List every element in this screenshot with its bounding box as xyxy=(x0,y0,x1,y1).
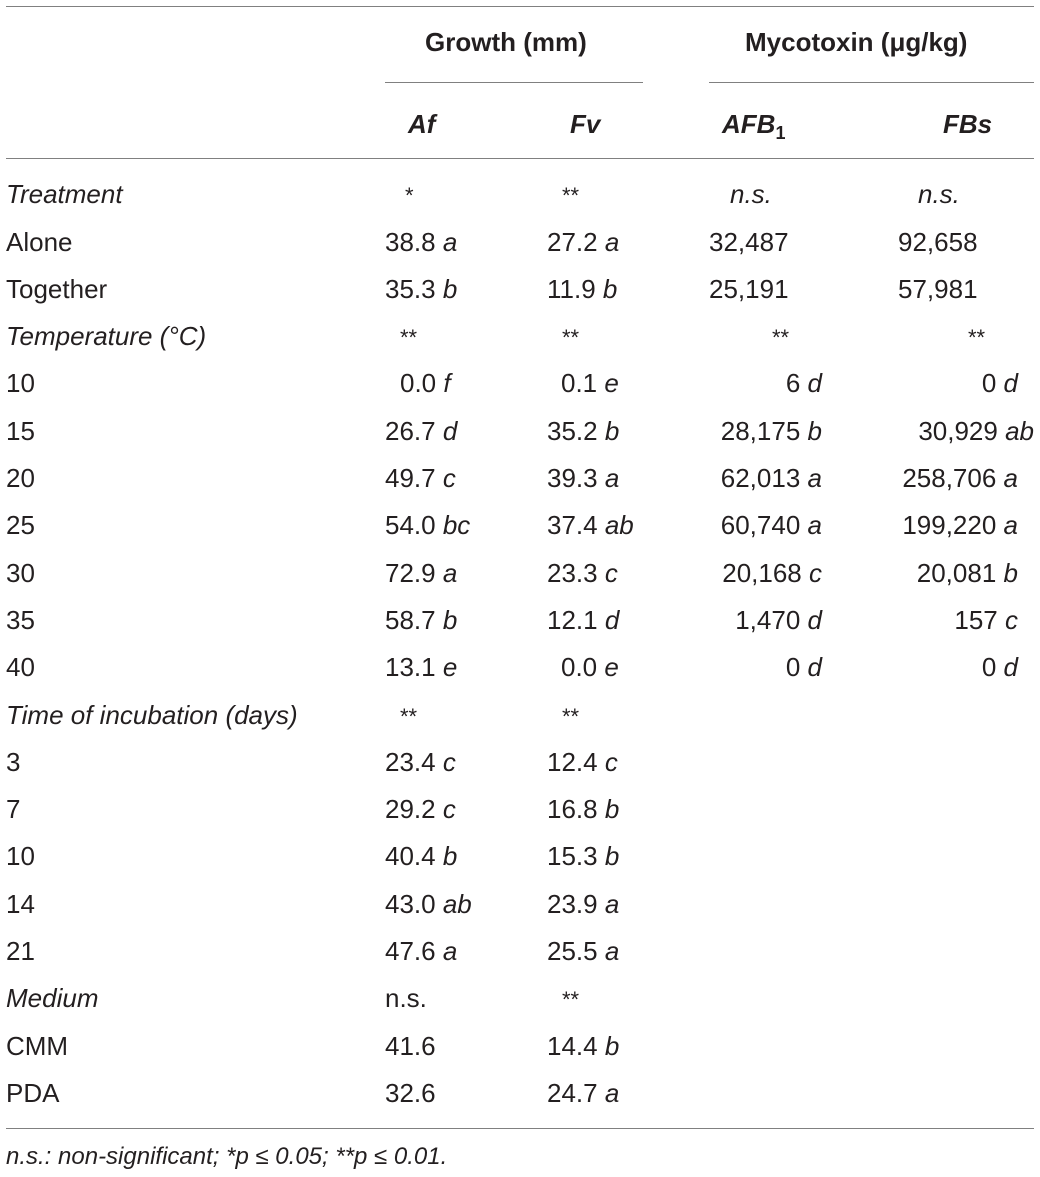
afb-cell xyxy=(721,463,822,493)
fbs-value: 92,658 xyxy=(898,227,978,257)
af-cell xyxy=(405,179,414,211)
afb-cell xyxy=(730,179,772,209)
fbs-cell xyxy=(917,558,1018,588)
af-letter: c xyxy=(442,794,456,824)
af-value: 58.7 xyxy=(385,605,436,635)
fv-letter: c xyxy=(604,747,618,777)
af-cell xyxy=(385,983,427,1013)
afb-value: 6 xyxy=(785,368,801,398)
af-cell xyxy=(385,747,456,777)
fv-cell xyxy=(562,321,579,353)
afb-value: 0 xyxy=(785,652,801,682)
fv-letter: e xyxy=(604,652,619,682)
fv-cell xyxy=(561,368,619,398)
af-cell xyxy=(385,652,457,682)
fbs-value: 258,706 xyxy=(902,463,997,493)
fv-cell xyxy=(547,841,619,871)
fbs-letter: ab xyxy=(1005,416,1034,446)
fbs-letter: b xyxy=(1003,558,1018,588)
header-af: Af xyxy=(408,109,436,139)
af-letter: c xyxy=(442,747,456,777)
fv-letter: c xyxy=(604,558,618,588)
afb-value: 60,740 xyxy=(720,510,801,540)
fv-cell xyxy=(547,747,618,777)
fv-value: 14.4 xyxy=(547,1031,598,1061)
afb-value: 32,487 xyxy=(709,227,789,257)
af-cell xyxy=(385,274,457,304)
fv-letter: a xyxy=(604,227,620,257)
fv-value: ** xyxy=(562,704,580,729)
afb-cell xyxy=(786,368,822,398)
af-letter: d xyxy=(442,416,458,446)
afb-value: n.s. xyxy=(730,179,772,209)
afb-letter: b xyxy=(807,416,822,446)
fv-value: 12.4 xyxy=(547,747,598,777)
af-letter: a xyxy=(442,936,458,966)
af-value: 41.6 xyxy=(385,1031,436,1061)
af-letter: b xyxy=(442,274,458,304)
afb-letter: d xyxy=(807,368,822,398)
fbs-letter: c xyxy=(1005,605,1018,635)
fbs-value: n.s. xyxy=(918,179,960,209)
af-letter: e xyxy=(442,652,458,682)
fv-value: 15.3 xyxy=(547,841,598,871)
fv-value: 12.1 xyxy=(547,605,598,635)
af-value: 29.2 xyxy=(385,794,436,824)
fv-cell xyxy=(547,936,619,966)
fv-value: 27.2 xyxy=(547,227,598,257)
af-value: 35.3 xyxy=(385,274,436,304)
af-letter: b xyxy=(442,841,458,871)
af-cell xyxy=(400,368,451,398)
fbs-cell xyxy=(982,368,1018,398)
row-label: 15 xyxy=(6,416,35,446)
afb-cell xyxy=(722,558,822,588)
header-mycotoxin: Mycotoxin (μg/kg) xyxy=(745,27,968,57)
af-value: * xyxy=(405,183,414,208)
fv-cell xyxy=(547,794,619,824)
header-bottom-rule xyxy=(6,158,1034,159)
row-label: 20 xyxy=(6,463,35,493)
fbs-cell xyxy=(902,463,1018,493)
fv-cell xyxy=(547,416,619,446)
afb-value: 20,168 xyxy=(722,558,802,588)
row-label: 25 xyxy=(6,510,35,540)
fbs-cell xyxy=(918,416,1034,446)
table-top-rule xyxy=(6,6,1034,7)
row-label: 40 xyxy=(6,652,35,682)
afb-cell xyxy=(721,416,822,446)
fv-letter: ab xyxy=(604,510,634,540)
fv-cell xyxy=(547,1031,619,1061)
fv-value: ** xyxy=(562,987,580,1012)
af-cell xyxy=(385,841,457,871)
row-label: Time of incubation (days) xyxy=(6,700,298,730)
af-value: 32.6 xyxy=(385,1078,436,1108)
af-letter: b xyxy=(442,605,458,635)
af-value: 0.0 xyxy=(400,368,437,398)
af-value: n.s. xyxy=(385,983,427,1013)
fbs-cell xyxy=(918,179,960,209)
row-label: 3 xyxy=(6,747,21,777)
row-label: Together xyxy=(6,274,108,304)
af-value: 40.4 xyxy=(385,841,436,871)
af-cell xyxy=(385,558,457,588)
afb-letter: a xyxy=(807,510,822,540)
header-fbs: FBs xyxy=(943,109,993,139)
row-label: Medium xyxy=(6,983,99,1013)
af-cell xyxy=(400,321,417,353)
fv-value: 39.3 xyxy=(547,463,598,493)
fv-letter: b xyxy=(602,274,618,304)
fbs-value: 0 xyxy=(981,368,997,398)
af-cell xyxy=(385,227,457,257)
header-afb-base: AFB xyxy=(722,109,776,139)
afb-value: ** xyxy=(772,325,790,350)
fv-cell xyxy=(547,1078,619,1108)
fbs-letter: a xyxy=(1003,510,1018,540)
fbs-value: 57,981 xyxy=(898,274,978,304)
row-label: Treatment xyxy=(6,179,123,209)
af-letter: a xyxy=(442,227,458,257)
fbs-value: ** xyxy=(968,325,986,350)
fv-cell xyxy=(547,889,619,919)
af-letter: ab xyxy=(442,889,472,919)
fv-letter: a xyxy=(604,1078,620,1108)
fv-value: ** xyxy=(562,325,580,350)
af-cell xyxy=(385,936,457,966)
fv-letter: a xyxy=(604,463,620,493)
header-afb-sub: 1 xyxy=(775,123,786,144)
fv-cell xyxy=(561,652,619,682)
fv-value: 11.9 xyxy=(547,274,596,304)
fbs-value: 30,929 xyxy=(918,416,998,446)
table-bottom-rule xyxy=(6,1128,1034,1129)
fbs-cell xyxy=(898,274,978,304)
fv-value: 23.9 xyxy=(547,889,598,919)
row-label: 7 xyxy=(6,794,21,824)
af-letter: c xyxy=(442,463,456,493)
fbs-cell xyxy=(902,510,1018,540)
row-label: 30 xyxy=(6,558,35,588)
fv-value: 23.3 xyxy=(547,558,598,588)
af-value: 49.7 xyxy=(385,463,436,493)
row-label: PDA xyxy=(6,1078,60,1108)
fbs-letter: d xyxy=(1003,652,1018,682)
row-label: CMM xyxy=(6,1031,69,1061)
fbs-cell xyxy=(898,227,978,257)
fv-cell xyxy=(562,179,579,211)
af-value: ** xyxy=(400,704,418,729)
fbs-letter: d xyxy=(1003,368,1018,398)
fv-value: 25.5 xyxy=(547,936,598,966)
fv-letter: b xyxy=(604,1031,620,1061)
af-value: 13.1 xyxy=(385,652,436,682)
afb-cell xyxy=(709,227,789,257)
af-value: 23.4 xyxy=(385,747,436,777)
fv-cell xyxy=(562,983,579,1015)
afb-letter: d xyxy=(807,652,822,682)
af-letter: a xyxy=(442,558,458,588)
row-label: 35 xyxy=(6,605,35,635)
fv-value: 16.8 xyxy=(547,794,598,824)
fv-cell xyxy=(547,558,618,588)
footnote: n.s.: non-significant; *p ≤ 0.05; **p ≤ 0.01. xyxy=(6,1143,448,1170)
fv-letter: a xyxy=(604,936,620,966)
af-letter: bc xyxy=(442,510,471,540)
afb-value: 62,013 xyxy=(720,463,801,493)
fv-letter: b xyxy=(604,841,620,871)
af-value: 43.0 xyxy=(385,889,436,919)
af-value: 26.7 xyxy=(385,416,436,446)
fbs-cell xyxy=(982,652,1018,682)
afb-cell xyxy=(772,321,789,353)
afb-cell xyxy=(735,605,822,635)
afb-cell xyxy=(786,652,822,682)
fv-cell xyxy=(547,510,634,540)
af-value: 54.0 xyxy=(385,510,436,540)
af-cell xyxy=(385,889,472,919)
fv-value: 37.4 xyxy=(547,510,598,540)
fbs-letter: a xyxy=(1003,463,1018,493)
afb-value: 28,175 xyxy=(720,416,801,446)
fv-value: 24.7 xyxy=(547,1078,598,1108)
fbs-cell xyxy=(968,321,985,353)
af-cell xyxy=(385,463,456,493)
row-label: 10 xyxy=(6,841,35,871)
afb-value: 1,470 xyxy=(735,605,801,635)
af-letter: f xyxy=(443,368,451,398)
fv-value: ** xyxy=(562,183,580,208)
af-cell xyxy=(385,510,470,540)
fbs-value: 157 xyxy=(954,605,998,635)
af-cell xyxy=(385,1031,436,1061)
header-growth: Growth (mm) xyxy=(425,27,587,57)
af-cell xyxy=(400,700,417,732)
afb-value: 25,191 xyxy=(709,274,789,304)
fv-value: 0.1 xyxy=(561,368,598,398)
fv-letter: a xyxy=(604,889,620,919)
fv-cell xyxy=(547,227,619,257)
fv-letter: e xyxy=(604,368,619,398)
afb-letter: a xyxy=(807,463,822,493)
header-fv: Fv xyxy=(570,109,601,139)
af-cell xyxy=(385,1078,436,1108)
af-value: 38.8 xyxy=(385,227,436,257)
growth-underline xyxy=(385,82,643,83)
afb-letter: d xyxy=(807,605,822,635)
afb-letter: c xyxy=(809,558,822,588)
af-cell xyxy=(385,416,457,446)
af-value: 47.6 xyxy=(385,936,436,966)
fv-letter: b xyxy=(604,416,620,446)
fv-letter: b xyxy=(604,794,620,824)
fbs-value: 199,220 xyxy=(902,510,997,540)
fv-value: 0.0 xyxy=(561,652,598,682)
af-value: 72.9 xyxy=(385,558,436,588)
header-afb1 xyxy=(722,109,785,148)
row-label: Temperature (°C) xyxy=(6,321,207,351)
fbs-value: 20,081 xyxy=(916,558,997,588)
row-label: 10 xyxy=(6,368,35,398)
fbs-cell xyxy=(954,605,1018,635)
afb-cell xyxy=(721,510,822,540)
af-cell xyxy=(385,794,456,824)
af-cell xyxy=(385,605,457,635)
afb-cell xyxy=(709,274,789,304)
fbs-value: 0 xyxy=(981,652,997,682)
row-label: Alone xyxy=(6,227,73,257)
mycotoxin-underline xyxy=(709,82,1034,83)
fv-value: 35.2 xyxy=(547,416,598,446)
fv-cell xyxy=(547,463,619,493)
fv-cell xyxy=(547,605,619,635)
fv-letter: d xyxy=(604,605,620,635)
af-value: ** xyxy=(400,325,418,350)
row-label: 21 xyxy=(6,936,35,966)
fv-cell xyxy=(562,700,579,732)
fv-cell xyxy=(547,274,617,304)
row-label: 14 xyxy=(6,889,35,919)
